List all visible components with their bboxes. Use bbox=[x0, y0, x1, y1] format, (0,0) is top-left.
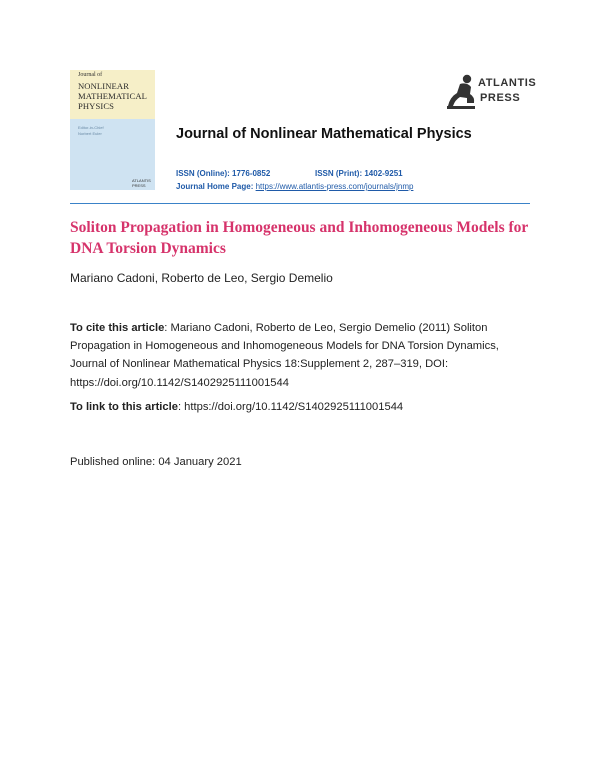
cite-label: To cite this article bbox=[70, 322, 165, 334]
homepage-link[interactable]: https://www.atlantis-press.com/journals/jnmp bbox=[255, 182, 414, 191]
cover-title-line: PHYSICS bbox=[78, 101, 115, 112]
journal-homepage-line bbox=[176, 182, 536, 191]
homepage-label: Journal Home Page: bbox=[176, 182, 254, 191]
article-doi-link[interactable]: : https://doi.org/10.1142/S1402925111001544 bbox=[177, 401, 404, 413]
cover-small-line: Norbert Euler bbox=[78, 131, 102, 136]
journal-cover-image bbox=[70, 70, 155, 190]
cover-title bbox=[78, 81, 147, 112]
cover-small-line: Editor-in-Chief bbox=[78, 125, 104, 130]
article-title: Soliton Propagation in Homogeneous and Inhomogeneous Models for DNA Torsion Dynamics bbox=[70, 219, 529, 257]
issn-online-value: 1776-0852 bbox=[232, 169, 271, 178]
issn-online-label: ISSN (Online): bbox=[176, 169, 230, 178]
cover-journal-word: Journal of bbox=[78, 72, 103, 78]
publisher-name-line1: ATLANTIS bbox=[478, 77, 537, 89]
cover-publisher-logo: ATLANTIS PRESS bbox=[132, 178, 151, 188]
publisher-logo bbox=[445, 70, 537, 112]
issn-print-value: 1402-9251 bbox=[364, 169, 403, 178]
cite-text[interactable]: : Mariano Cadoni, Roberto de Leo, Sergio Demelio (2011) Soliton Propagation in Homogeneous and Inhomogeneous Models for DNA Torsion Dynamics, Journal of Nonlinear Mathematical Physics 18:Supplement 2, 287–319, DOI: https://doi.org/10.1142/S1402925111001544 bbox=[70, 322, 499, 389]
cover-title-line: NONLINEAR bbox=[78, 81, 130, 91]
journal-title: Journal of Nonlinear Mathematical Physics bbox=[176, 126, 472, 142]
link-label: To link to this article bbox=[70, 401, 178, 413]
article-link-line bbox=[70, 401, 403, 413]
publisher-name-line2: PRESS bbox=[480, 92, 521, 104]
issn-print-label: ISSN (Print): bbox=[315, 169, 363, 178]
issn-print bbox=[315, 169, 403, 178]
thinker-icon bbox=[445, 70, 479, 112]
cover-editor-text bbox=[78, 125, 104, 137]
header-divider bbox=[70, 203, 530, 204]
issn-line bbox=[176, 169, 476, 178]
citation-paragraph bbox=[70, 319, 530, 392]
article-authors: Mariano Cadoni, Roberto de Leo, Sergio Demelio bbox=[70, 271, 333, 285]
cover-title-line: MATHEMATICAL bbox=[78, 91, 147, 102]
published-date: Published online: 04 January 2021 bbox=[70, 456, 242, 468]
